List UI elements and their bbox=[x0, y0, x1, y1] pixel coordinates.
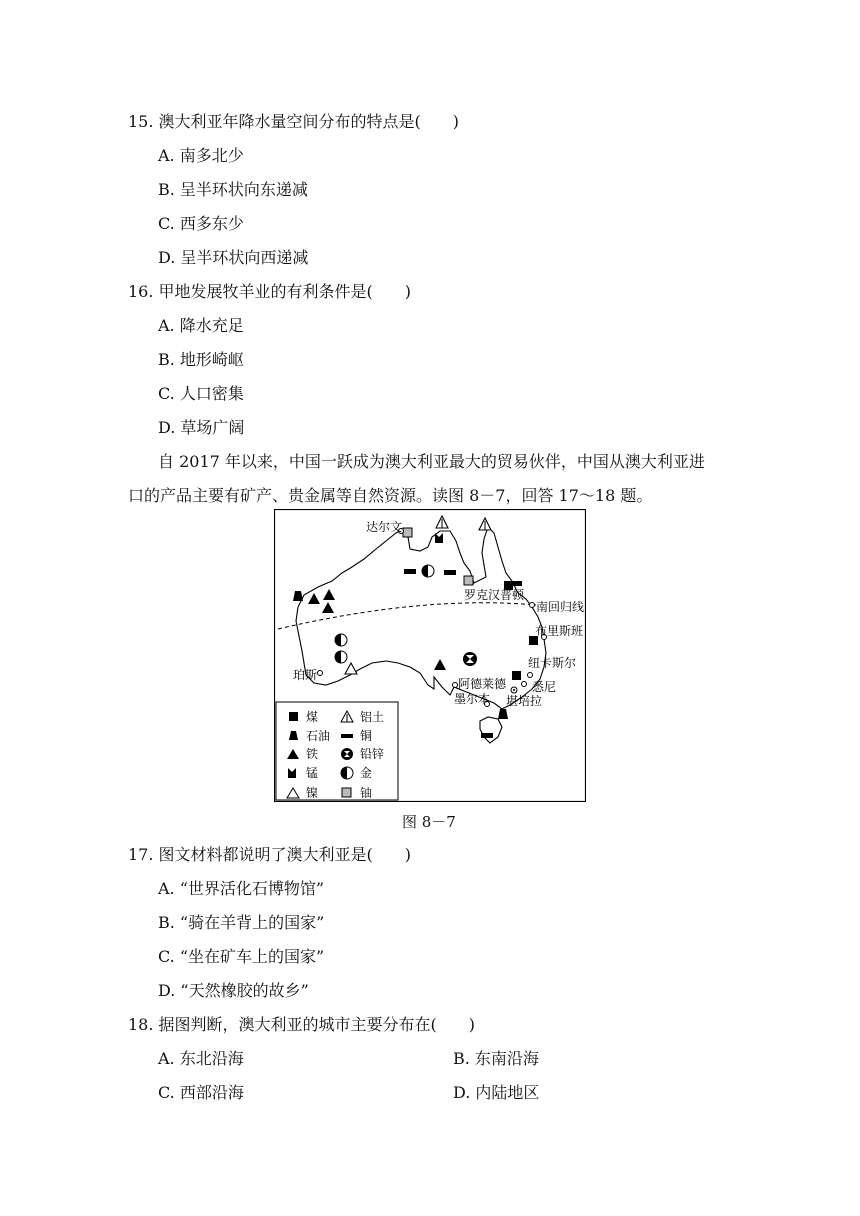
q15-option-c: C. 西多东少 bbox=[158, 214, 244, 233]
tropic-label: 南回归线 bbox=[536, 600, 585, 614]
q18-option-b: B. 东南沿海 bbox=[453, 1049, 539, 1068]
q17-option-a: A. “世界活化石博物馆” bbox=[158, 879, 325, 898]
city-marker-sydney bbox=[522, 682, 527, 687]
legend-lead-zinc: 铅锌 bbox=[360, 747, 385, 761]
question-16-stem: 16. 甲地发展牧羊业的有利条件是( ) bbox=[128, 282, 412, 301]
city-label-adelaide: 阿德莱德 bbox=[458, 677, 507, 691]
passage-line-2: 口的产品主要有矿产、贵金属等自然资源。读图 8－7，回答 17～18 题。 bbox=[128, 486, 653, 505]
city-label-sydney: 悉尼 bbox=[532, 680, 557, 694]
question-17-stem: 17. 图文材料都说明了澳大利亚是( ) bbox=[128, 845, 412, 864]
city-label-canberra: 堪培拉 bbox=[506, 694, 543, 708]
city-label-darwin: 达尔文 bbox=[366, 520, 403, 534]
q16-option-d: D. 草场广阔 bbox=[158, 418, 245, 437]
city-marker-newcastle bbox=[528, 673, 533, 678]
q17-option-b: B. “骑在羊背上的国家” bbox=[158, 913, 325, 932]
copper-symbol bbox=[404, 569, 416, 574]
legend-nickel: 镍 bbox=[306, 786, 319, 800]
uranium-symbol bbox=[464, 576, 473, 585]
city-label-brisbane: 布里斯班 bbox=[535, 624, 584, 638]
figure-caption: 图 8－7 bbox=[402, 813, 456, 831]
q15-option-b: B. 呈半环状向东递减 bbox=[158, 180, 308, 199]
city-label-rockhampton: 罗克汉普顿 bbox=[464, 588, 525, 602]
legend-copper: 铜 bbox=[360, 729, 373, 743]
question-15-stem: 15. 澳大利亚年降水量空间分布的特点是( ) bbox=[128, 112, 460, 131]
question-18-stem: 18. 据图判断，澳大利亚的城市主要分布在( ) bbox=[128, 1015, 476, 1034]
gold-symbol bbox=[335, 651, 347, 663]
legend-gold: 金 bbox=[360, 766, 373, 780]
q15-option-a: A. 南多北少 bbox=[158, 146, 244, 165]
q18-option-c: C. 西部沿海 bbox=[158, 1083, 244, 1102]
legend-coal: 煤 bbox=[306, 710, 319, 724]
legend-iron: 铁 bbox=[306, 747, 319, 761]
q18-option-a: A. 东北沿海 bbox=[158, 1049, 244, 1068]
uranium-symbol bbox=[403, 528, 412, 537]
coal-symbol bbox=[512, 671, 521, 680]
city-marker-rockhampton bbox=[530, 603, 535, 608]
city-label-perth: 珀斯 bbox=[293, 668, 318, 682]
city-label-newcastle: 纽卡斯尔 bbox=[528, 656, 577, 670]
q16-option-c: C. 人口密集 bbox=[158, 384, 244, 403]
gold-symbol bbox=[335, 634, 347, 646]
city-marker-perth bbox=[318, 671, 323, 676]
q17-option-d: D. “天然橡胶的故乡” bbox=[158, 981, 309, 1000]
lead-zinc-symbol bbox=[463, 652, 477, 666]
q15-option-d: D. 呈半环状向西递减 bbox=[158, 248, 309, 267]
q16-option-a: A. 降水充足 bbox=[158, 316, 244, 335]
q18-option-d: D. 内陆地区 bbox=[453, 1083, 540, 1102]
passage-line-1: 自 2017 年以来，中国一跃成为澳大利亚最大的贸易伙伴，中国从澳大利亚进 bbox=[158, 452, 705, 471]
city-marker-adelaide bbox=[453, 683, 458, 688]
city-label-melbourne: 墨尔本 bbox=[454, 692, 491, 706]
australia-resource-map bbox=[274, 509, 586, 802]
copper-symbol bbox=[444, 570, 456, 575]
q16-option-b: B. 地形崎岖 bbox=[158, 350, 244, 369]
q17-option-c: C. “坐在矿车上的国家” bbox=[158, 947, 325, 966]
legend-oil: 石油 bbox=[306, 729, 331, 743]
legend-uranium: 铀 bbox=[360, 786, 373, 800]
legend-manganese: 锰 bbox=[306, 766, 319, 780]
copper-symbol bbox=[481, 733, 493, 738]
gold-symbol bbox=[422, 565, 434, 577]
legend-bauxite: 铝土 bbox=[360, 710, 385, 724]
